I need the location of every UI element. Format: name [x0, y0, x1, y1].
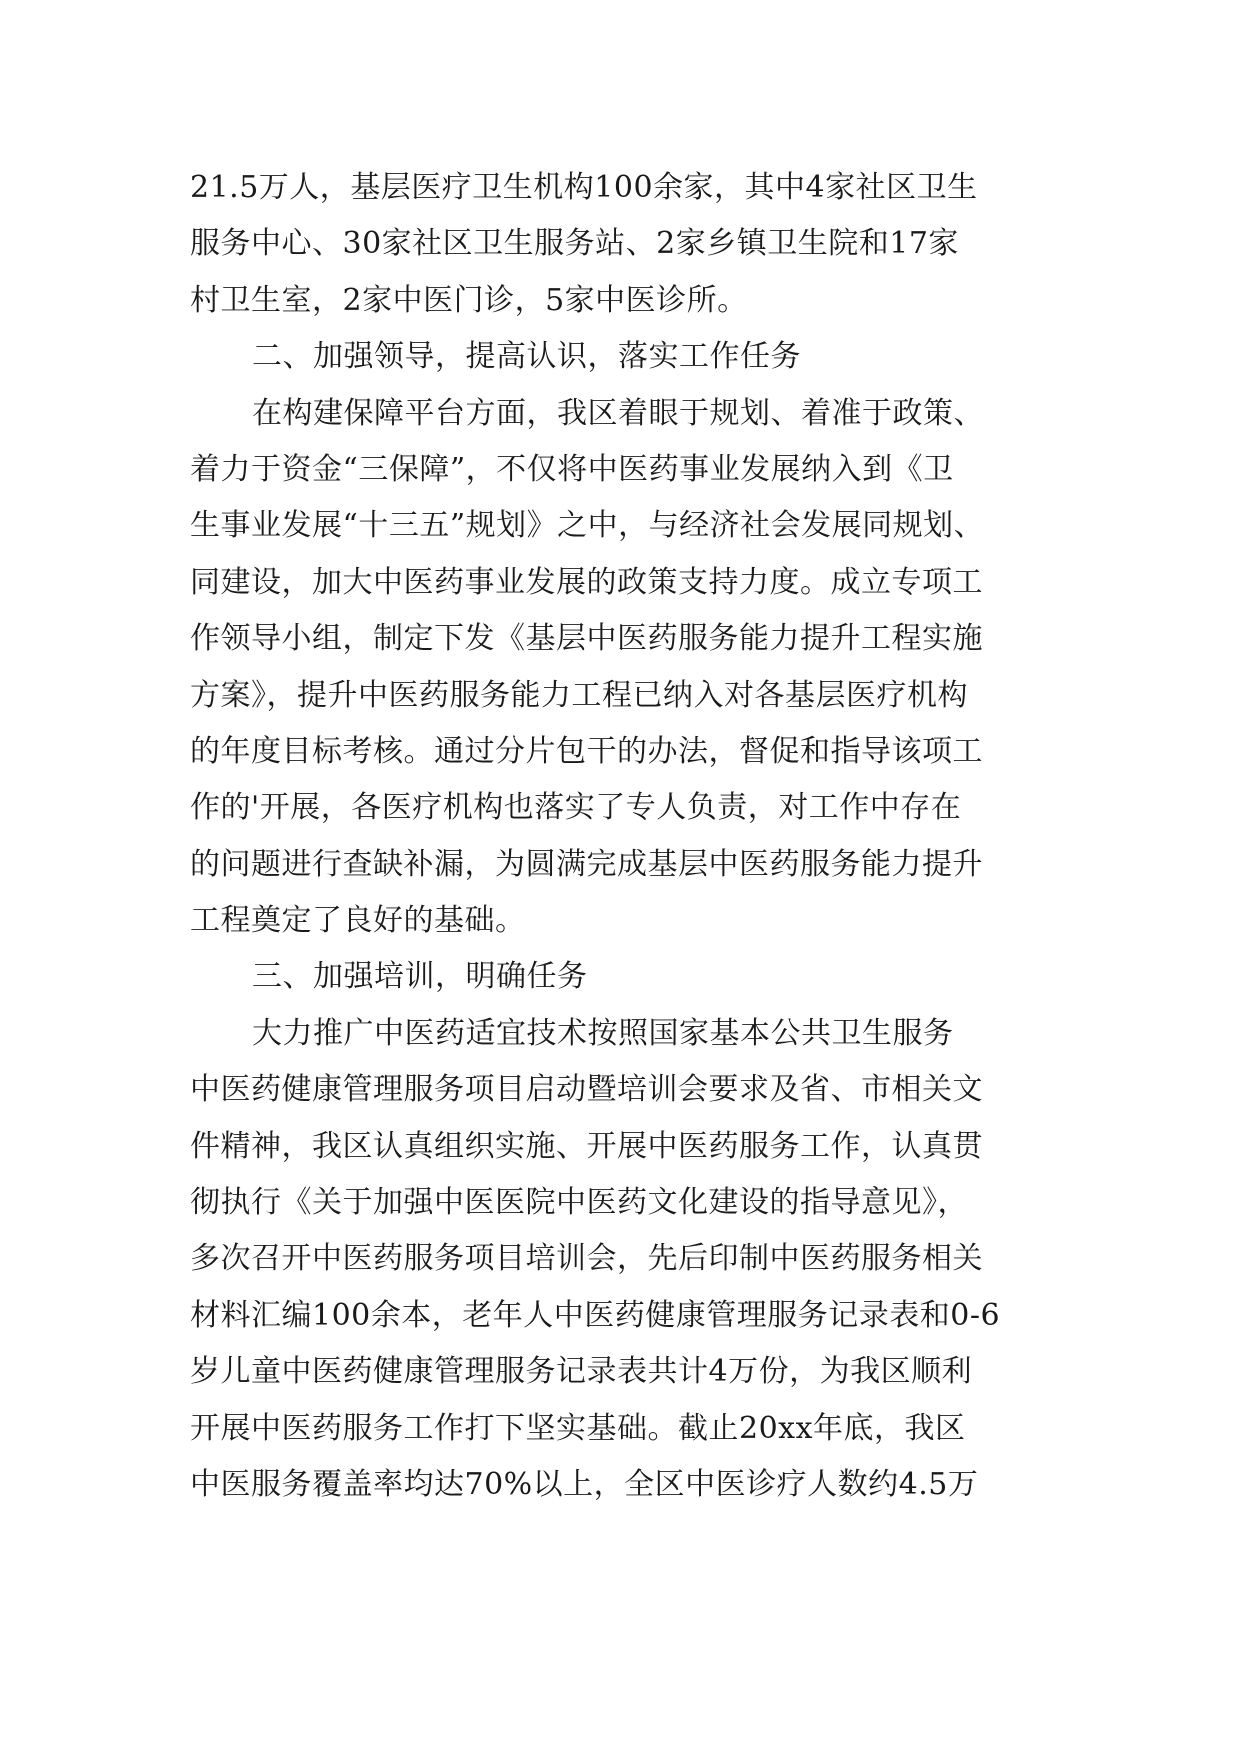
text-line: 多次召开中医药服务项目培训会，先后印制中医药服务相关	[190, 1241, 983, 1277]
text-line: 材料汇编100余本，老年人中医药健康管理服务记录表和0-6	[190, 1297, 1001, 1333]
text-line: 村卫生室，2家中医门诊，5家中医诊所。	[190, 282, 748, 318]
text-line: 的问题进行查缺补漏，为圆满完成基层中医药服务能力提升	[190, 846, 983, 882]
text-line: 中医服务覆盖率均达70%以上，全区中医诊疗人数约4.5万	[190, 1466, 979, 1502]
paragraph-first-line: 大力推广中医药适宜技术按照国家基本公共卫生服务	[252, 1015, 954, 1051]
document-body	[190, 160, 1070, 1513]
text-line: 开展中医药服务工作打下坚实基础。截止20xx年底，我区	[190, 1410, 966, 1446]
paragraph-first-line: 三、加强培训，明确任务	[252, 959, 588, 995]
text-line: 件精神，我区认真组织实施、开展中医药服务工作，认真贯	[190, 1128, 983, 1164]
text-line: 作领导小组，制定下发《基层中医药服务能力提升工程实施	[190, 621, 983, 657]
text-line: 工程奠定了良好的基础。	[190, 903, 526, 939]
paragraph-first-line: 在构建保障平台方面，我区着眼于规划、着准于政策、	[252, 395, 984, 431]
text-line: 的年度目标考核。通过分片包干的办法，督促和指导该项工	[190, 733, 983, 769]
text-line: 同建设，加大中医药事业发展的政策支持力度。成立专项工	[190, 564, 983, 600]
text-line: 岁儿童中医药健康管理服务记录表共计4万份，为我区顺利	[190, 1354, 973, 1390]
text-line: 着力于资金“三保障”，不仅将中医药事业发展纳入到《卫	[190, 451, 954, 487]
text-line: 服务中心、30家社区卫生服务站、2家乡镇卫生院和17家	[190, 226, 959, 262]
text-line: 方案》，提升中医药服务能力工程已纳入对各基层医疗机构	[190, 677, 968, 713]
text-line: 彻执行《关于加强中医医院中医药文化建设的指导意见》，	[190, 1185, 968, 1221]
text-line: 作的'开展，各医疗机构也落实了专人负责，对工作中存在	[190, 790, 962, 826]
text-line: 中医药健康管理服务项目启动暨培训会要求及省、市相关文	[190, 1072, 983, 1108]
text-line: 21.5万人，基层医疗卫生机构100余家，其中4家社区卫生	[190, 170, 978, 205]
paragraph-first-line: 二、加强领导，提高认识，落实工作任务	[252, 339, 801, 375]
text-line: 生事业发展“十三五”规划》之中，与经济社会发展同规划、	[190, 508, 985, 544]
